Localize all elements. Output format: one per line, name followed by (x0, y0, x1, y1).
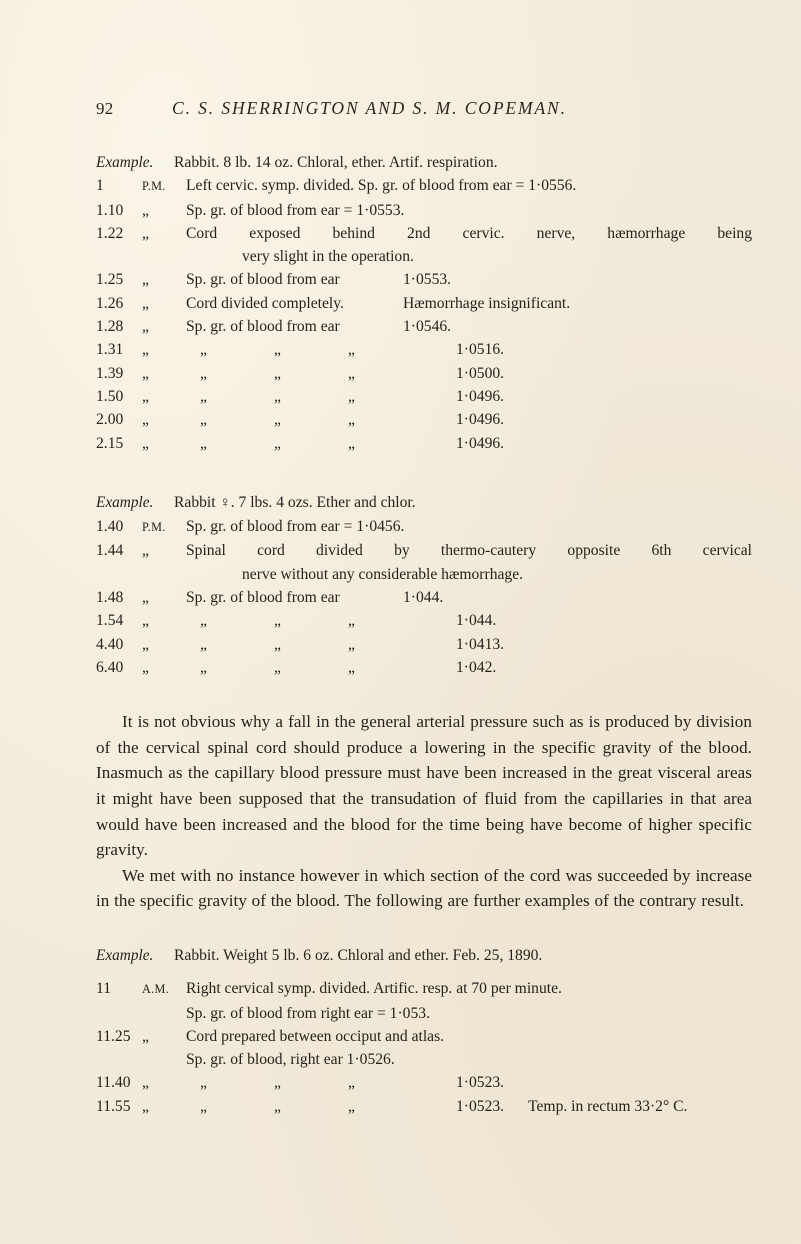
observation-text: Sp. gr. of blood from ear (186, 589, 340, 607)
meridiem-cell: „ (142, 1027, 149, 1045)
example-1-ditto-row (96, 385, 752, 408)
example-1-ditto-row (96, 362, 752, 385)
time-cell: 1.39 (96, 364, 124, 382)
ditto-mark: „ (200, 387, 207, 405)
page-content (96, 98, 752, 1118)
observation-text: Left cervic. symp. divided. Sp. gr. of blood from ear = 1·0556. (186, 177, 577, 195)
meridiem-cell: „ (142, 271, 149, 289)
example-1-row (96, 292, 752, 315)
running-head (96, 98, 752, 120)
meridiem-cell: „ (142, 224, 149, 242)
example-1-row (96, 268, 752, 291)
observation-text: Sp. gr. of blood from ear (186, 318, 340, 336)
sp-gr-value: 1·044. (456, 612, 497, 630)
time-cell: 11.55 (96, 1097, 131, 1115)
ditto-mark: „ (348, 1074, 355, 1092)
observation-text: Right cervical symp. divided. Artific. resp. at 70 per minute. (186, 980, 562, 998)
example-2-row-continuation (96, 563, 752, 586)
observation-text-continued: very slight in the operation. (242, 248, 414, 266)
ditto-group (186, 385, 752, 408)
ditto-group (186, 633, 752, 656)
example-2-label: Example. (96, 493, 154, 511)
row-spacer (96, 967, 752, 977)
example-1-ditto-row (96, 432, 752, 455)
ditto-mark: „ (348, 364, 355, 382)
example-1-row-continuation (96, 245, 752, 268)
time-cell: 11 (96, 980, 112, 998)
ditto-mark: „ (200, 434, 207, 452)
example-3-heading: Rabbit. Weight 5 lb. 6 oz. Chloral and ether. Feb. 25, 1890. (174, 946, 543, 964)
example-2-heading-row (96, 491, 752, 515)
meridiem-cell: „ (142, 1074, 149, 1092)
ditto-group (186, 408, 752, 431)
example-block-3 (96, 944, 752, 1118)
ditto-mark: „ (348, 612, 355, 630)
example-3-ditto-row (96, 1071, 752, 1094)
ditto-mark: „ (274, 658, 281, 676)
example-1-heading: Rabbit. 8 lb. 14 oz. Chloral, ether. Artif. respiration. (174, 154, 498, 171)
ditto-mark: „ (348, 434, 355, 452)
sp-gr-value: 1·0496. (456, 434, 505, 452)
meridiem-cell: „ (142, 364, 149, 382)
sp-gr-value: 1·042. (456, 658, 497, 676)
example-2-heading-post: . 7 lbs. 4 ozs. Ether and chlor. (230, 493, 416, 511)
example-3-row (96, 977, 752, 1001)
meridiem-cell: „ (142, 294, 149, 312)
ditto-mark: „ (348, 341, 355, 359)
ditto-mark: „ (348, 635, 355, 653)
example-3-row-continuation (96, 1002, 752, 1025)
example-1-row (96, 174, 752, 198)
example-3-row (96, 1025, 752, 1048)
meridiem-cell: „ (142, 612, 149, 630)
example-3-heading-row (96, 944, 752, 967)
observation-row-inner (186, 586, 752, 609)
example-2-row (96, 515, 752, 539)
body-paragraph-1: It is not obvious why a fall in the general arterial pressure such as is produced by division of the cervical spinal cord should produce a lowering in the specific gravity of the blood. Inasmuch as the capillary blood pressure must have been increased in the great visceral areas it might have been supposed that the transudation of fluid from the capillaries in that area would have been increased and the blood for the time being have become of higher specific gravity. (96, 712, 752, 860)
ditto-mark: „ (200, 635, 207, 653)
time-cell: 11.25 (96, 1027, 131, 1045)
meridiem-cell: „ (142, 341, 149, 359)
observation-text: Sp. gr. of blood from ear = 1·0456. (186, 518, 405, 536)
sp-gr-value: 1·0500. (456, 364, 505, 382)
time-cell: 1.10 (96, 201, 124, 219)
female-symbol-icon: ♀ (219, 494, 231, 511)
meridiem-cell: A.M. (142, 982, 169, 997)
observation-text-continued: Sp. gr. of blood from right ear = 1·053. (186, 1004, 430, 1022)
example-2-ditto-row (96, 609, 752, 632)
observation-row-inner (186, 268, 752, 291)
meridiem-cell: P.M. (142, 520, 166, 535)
time-cell: 1.26 (96, 294, 124, 312)
sp-gr-value: 1·0546. (403, 318, 452, 336)
page-number: 92 (96, 99, 114, 118)
meridiem-cell: P.M. (142, 179, 166, 194)
observation-text-continued: nerve without any considerable hæmorrhage. (242, 565, 524, 583)
example-block-1 (96, 151, 752, 455)
time-cell: 1.48 (96, 589, 124, 607)
time-cell: 1.50 (96, 387, 124, 405)
time-cell: 1.22 (96, 224, 124, 242)
example-3-label: Example. (96, 946, 154, 964)
ditto-group (186, 609, 752, 632)
time-cell: 1.25 (96, 271, 124, 289)
example-2-ditto-row (96, 656, 752, 679)
temperature-note: Temp. in rectum 33·2° C. (528, 1097, 688, 1115)
ditto-group (186, 656, 752, 679)
running-head-title: C. S. SHERRINGTON AND S. M. COPEMAN. (172, 98, 567, 118)
observation-text: Cord prepared between occiput and atlas. (186, 1027, 445, 1045)
sp-gr-value: 1·044. (403, 589, 444, 607)
time-cell: 2.00 (96, 411, 124, 429)
ditto-mark: „ (274, 635, 281, 653)
example-1-row (96, 315, 752, 338)
example-1-ditto-row (96, 338, 752, 361)
meridiem-cell: „ (142, 387, 149, 405)
ditto-mark: „ (274, 612, 281, 630)
example-1-heading-row (96, 151, 752, 174)
section-spacer (96, 455, 752, 491)
time-cell: 1.54 (96, 612, 124, 630)
meridiem-cell: „ (142, 411, 149, 429)
ditto-mark: „ (200, 612, 207, 630)
time-cell: 1.31 (96, 341, 124, 359)
observation-text: Sp. gr. of blood from ear (186, 271, 340, 289)
observation-text: Cord exposed behind 2nd cervic. nerve, hæmorrhage being (186, 224, 752, 242)
example-1-row (96, 222, 752, 245)
meridiem-cell: „ (142, 318, 149, 336)
observation-row-inner (186, 292, 752, 315)
example-2-row (96, 586, 752, 609)
ditto-mark: „ (348, 658, 355, 676)
ditto-mark: „ (274, 434, 281, 452)
example-2-row (96, 539, 752, 562)
ditto-group (186, 362, 752, 385)
time-cell: 1.40 (96, 518, 124, 536)
sp-gr-value: 1·0553. (403, 271, 452, 289)
ditto-mark: „ (200, 364, 207, 382)
observation-row-inner (186, 315, 752, 338)
ditto-mark: „ (274, 387, 281, 405)
ditto-mark: „ (200, 411, 207, 429)
ditto-mark: „ (200, 341, 207, 359)
observation-text-continued: Sp. gr. of blood, right ear 1·0526. (186, 1051, 395, 1069)
example-1-row (96, 199, 752, 222)
ditto-group (186, 1071, 752, 1094)
example-3-row-continuation (96, 1048, 752, 1071)
meridiem-cell: „ (142, 201, 149, 219)
time-cell: 2.15 (96, 434, 124, 452)
ditto-mark: „ (274, 1074, 281, 1092)
meridiem-cell: „ (142, 434, 149, 452)
ditto-mark: „ (348, 1097, 355, 1115)
meridiem-cell: „ (142, 658, 149, 676)
example-2-ditto-row (96, 633, 752, 656)
time-cell: 1.28 (96, 318, 124, 336)
sp-gr-value: 1·0523. (456, 1074, 505, 1092)
example-3-ditto-row (96, 1095, 752, 1118)
observation-text: Spinal cord divided by thermo-cautery opposite 6th cervical (186, 542, 752, 560)
sp-gr-value: 1·0496. (456, 411, 505, 429)
ditto-group (186, 432, 752, 455)
time-cell: 6.40 (96, 658, 124, 676)
sp-gr-value: 1·0496. (456, 387, 505, 405)
ditto-mark: „ (348, 411, 355, 429)
observation-text: Sp. gr. of blood from ear = 1·0553. (186, 201, 405, 219)
ditto-mark: „ (274, 364, 281, 382)
meridiem-cell: „ (142, 542, 149, 560)
meridiem-cell: „ (142, 635, 149, 653)
ditto-mark: „ (274, 1097, 281, 1115)
meridiem-cell: „ (142, 1097, 149, 1115)
section-spacer (96, 679, 752, 709)
time-cell: 4.40 (96, 635, 124, 653)
example-2-heading-pre: Rabbit (174, 493, 220, 511)
example-block-2 (96, 491, 752, 679)
time-cell: 1 (96, 177, 104, 195)
section-spacer (96, 914, 752, 944)
ditto-mark: „ (274, 411, 281, 429)
sp-gr-value: 1·0523. (456, 1097, 505, 1115)
example-1-label: Example. (96, 154, 154, 171)
meridiem-cell: „ (142, 589, 149, 607)
example-1-ditto-row (96, 408, 752, 431)
time-cell: 1.44 (96, 542, 124, 560)
sp-gr-value: 1·0413. (456, 635, 505, 653)
ditto-mark: „ (274, 341, 281, 359)
sp-gr-value: 1·0516. (456, 341, 505, 359)
ditto-group (186, 1095, 752, 1118)
observation-text: Cord divided completely. (186, 294, 344, 312)
time-cell: 11.40 (96, 1074, 131, 1092)
ditto-mark: „ (348, 387, 355, 405)
observation-note: Hæmorrhage insignificant. (403, 294, 571, 312)
ditto-mark: „ (200, 1097, 207, 1115)
ditto-group (186, 338, 752, 361)
body-paragraph-2: We met with no instance however in which section of the cord was succeeded by increase in the specific gravity of the blood. The following are further examples of the contrary result. (96, 865, 752, 911)
example-2-heading (174, 491, 752, 515)
ditto-mark: „ (200, 658, 207, 676)
ditto-mark: „ (200, 1074, 207, 1092)
